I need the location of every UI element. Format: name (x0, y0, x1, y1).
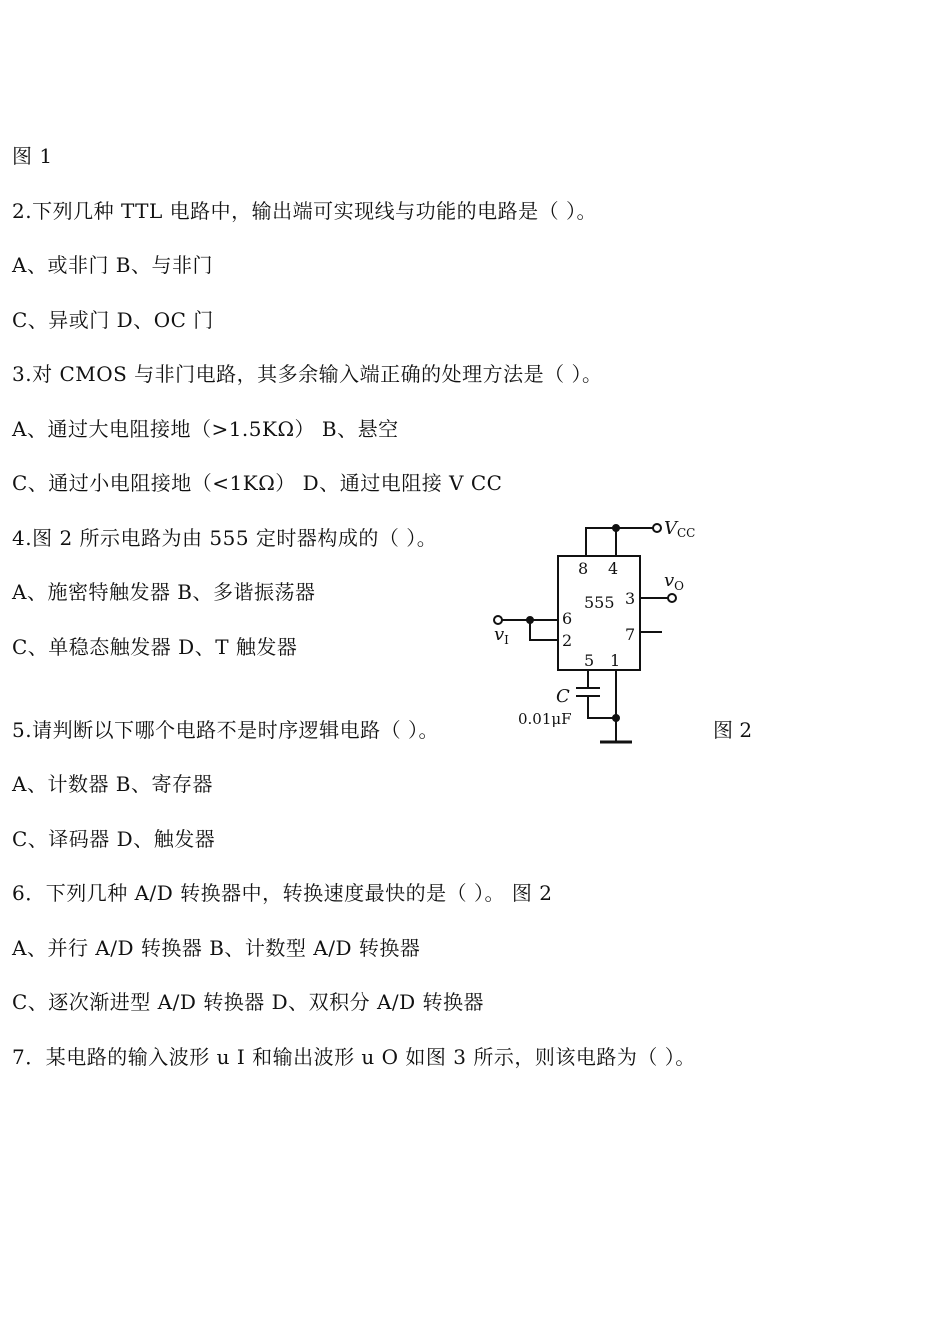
capacitor-ground-wire (588, 696, 616, 718)
circuit-555-diagram (488, 516, 708, 748)
q6-options-cd: C、逐次渐进型 A/D 转换器 D、双积分 A/D 转换器 (12, 990, 485, 1014)
pin6-label: 6 (562, 609, 573, 628)
q2-options-cd: C、异或门 D、OC 门 (12, 308, 214, 332)
chip-label: 555 (584, 593, 615, 612)
q3-options-cd: C、通过小电阻接地（<1KΩ） D、通过电阻接 V CC (12, 471, 503, 495)
q3-options-ab: A、通过大电阻接地（>1.5KΩ） B、悬空 (12, 417, 399, 441)
pin3-label: 3 (625, 589, 636, 608)
question-3: 3.对 CMOS 与非门电路，其多余输入端正确的处理方法是（ ）。 (12, 362, 603, 386)
vo-terminal (668, 594, 676, 602)
vcc-junction (613, 525, 619, 531)
ground-junction (613, 715, 619, 721)
vo-label: $v_O$ (664, 570, 685, 593)
pin1-label: 1 (610, 651, 621, 670)
q6-options-ab: A、并行 A/D 转换器 B、计数型 A/D 转换器 (12, 936, 421, 960)
figure2-caption: 图 2 (713, 718, 753, 742)
q5-options-cd: C、译码器 D、触发器 (12, 827, 216, 851)
vcc-label: VCC (664, 518, 696, 540)
question-5: 5.请判断以下哪个电路不是时序逻辑电路（ ）。 (12, 718, 439, 742)
question-2: 2.下列几种 TTL 电路中，输出端可实现线与功能的电路是（ ）。 (12, 199, 597, 223)
pin7-label: 7 (625, 625, 636, 644)
q4-options-cd: C、单稳态触发器 D、T 触发器 (12, 635, 298, 659)
capacitor-value: 0.01μF (518, 710, 572, 728)
pin2-label: 2 (562, 631, 573, 650)
vcc-wire (586, 528, 654, 556)
vi-terminal (494, 616, 502, 624)
pin2-wire (530, 620, 558, 640)
pin8-label: 8 (578, 559, 589, 578)
figure1-caption: 图 1 (12, 144, 53, 168)
q5-options-ab: A、计数器 B、寄存器 (12, 772, 213, 796)
vcc-terminal (653, 524, 661, 532)
q2-options-ab: A、或非门 B、与非门 (12, 253, 213, 277)
pin4-label: 4 (608, 559, 619, 578)
question-6: 6．下列几种 A/D 转换器中，转换速度最快的是（ ）。 图 2 (12, 881, 553, 905)
question-7: 7．某电路的输入波形 u I 和输出波形 u O 如图 3 所示，则该电路为（ ）。 (12, 1045, 696, 1069)
vi-label: $v_I$ (494, 624, 509, 647)
question-4: 4.图 2 所示电路为由 555 定时器构成的（ ）。 (12, 526, 438, 550)
capacitor-label: C (556, 686, 570, 707)
pin5-label: 5 (584, 651, 595, 670)
q4-options-ab: A、施密特触发器 B、多谐振荡器 (12, 580, 316, 604)
